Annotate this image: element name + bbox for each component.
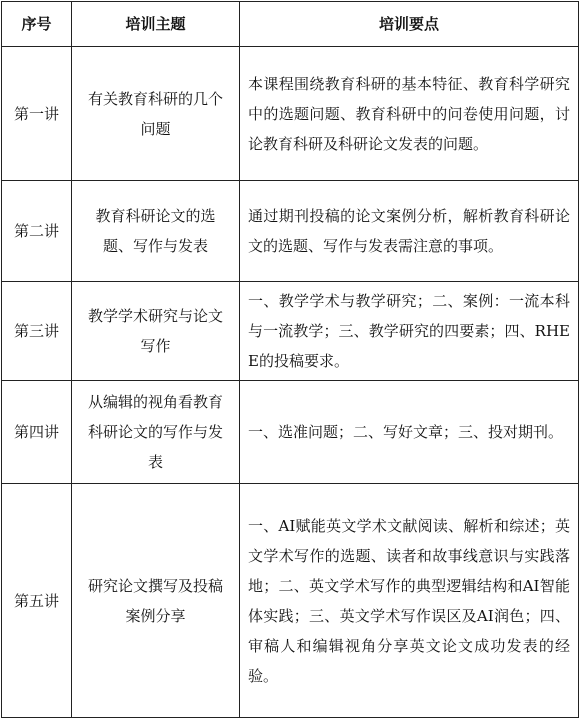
lecture-number: 第一讲	[2, 47, 72, 181]
header-topic: 培训主题	[72, 2, 240, 47]
header-number: 序号	[2, 2, 72, 47]
header-key-points: 培训要点	[240, 2, 579, 47]
lecture-topic: 有关教育科研的几个问题	[72, 47, 240, 181]
lecture-key-points: 一、AI赋能英文学术文献阅读、解析和综述；英文学术写作的选题、读者和故事线意识与实践落地；二、英文学术写作的典型逻辑结构和AI智能体实践；三、英文学术写作误区及AI润色；四、审稿人和编辑视角分享英文论文成功发表的经验。	[240, 484, 579, 718]
table-row	[2, 181, 579, 282]
page	[0, 1, 580, 722]
lecture-key-points: 通过期刊投稿的论文案例分析，解析教育科研论文的选题、写作与发表需注意的事项。	[240, 181, 579, 282]
lecture-key-points: 本课程围绕教育科研的基本特征、教育科学研究中的选题问题、教育科研中的问卷使用问题，讨论教育科研及科研论文发表的问题。	[240, 47, 579, 181]
lecture-topic: 教学学术研究与论文写作	[72, 282, 240, 381]
table-row	[2, 381, 579, 484]
table-row	[2, 47, 579, 181]
lecture-topic: 从编辑的视角看教育科研论文的写作与发表	[72, 381, 240, 484]
table-row	[2, 484, 579, 718]
lecture-topic: 教育科研论文的选题、写作与发表	[72, 181, 240, 282]
table-row	[2, 282, 579, 381]
lecture-key-points: 一、教学学术与教学研究；二、案例：一流本科与一流教学；三、教学研究的四要素；四、RHEE的投稿要求。	[240, 282, 579, 381]
lecture-key-points: 一、选准问题；二、写好文章；三、投对期刊。	[240, 381, 579, 484]
training-schedule-table	[1, 1, 579, 718]
table-header-row	[2, 2, 579, 47]
lecture-topic: 研究论文撰写及投稿案例分享	[72, 484, 240, 718]
lecture-number: 第五讲	[2, 484, 72, 718]
lecture-number: 第二讲	[2, 181, 72, 282]
lecture-number: 第三讲	[2, 282, 72, 381]
lecture-number: 第四讲	[2, 381, 72, 484]
